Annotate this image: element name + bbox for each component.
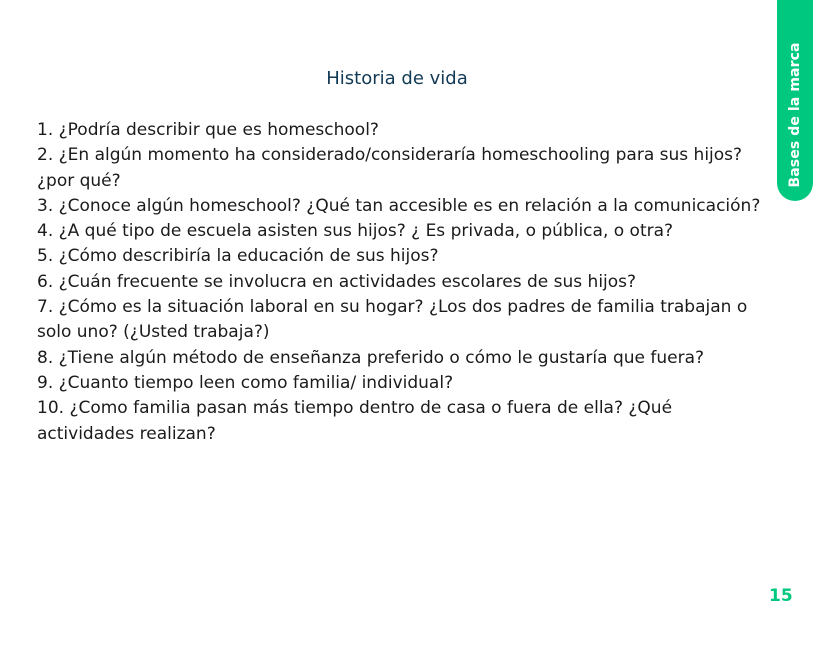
page-title: Historia de vida — [326, 68, 468, 89]
question-item: 5. ¿Cómo describiría la educación de sus hijos? — [37, 246, 439, 267]
question-item: 10. ¿Como familia pasan más tiempo dentro de casa o fuera de ella? ¿Qué actividades realizan? — [37, 398, 673, 444]
section-tab — [777, 0, 813, 201]
question-item: 4. ¿A qué tipo de escuela asisten sus hijos? ¿ Es privada, o pública, o otra? — [37, 221, 674, 242]
section-tab-label: Bases de la marca — [787, 42, 803, 188]
question-item: 6. ¿Cuán frecuente se involucra en actividades escolares de sus hijos? — [37, 271, 637, 292]
question-item: 9. ¿Cuanto tiempo leen como familia/ individual? — [37, 372, 454, 393]
question-item: 7. ¿Cómo es la situación laboral en su hogar? ¿Los dos padres de familia trabajan o solo uno? (¿Usted trabaja?) — [37, 297, 748, 343]
question-item: 1. ¿Podría describir que es homeschool? — [37, 120, 379, 140]
question-item: 8. ¿Tiene algún método de enseñanza preferido o cómo le gustaría que fuera? — [37, 347, 705, 368]
question-item: 3. ¿Conoce algún homeschool? ¿Qué tan accesible es en relación a la comunicación? — [37, 195, 761, 216]
page-number: 15 — [769, 586, 793, 606]
question-item: 2. ¿En algún momento ha considerado/consideraría homeschooling para sus hijos? ¿por qué? — [37, 145, 743, 191]
question-list — [37, 118, 767, 447]
